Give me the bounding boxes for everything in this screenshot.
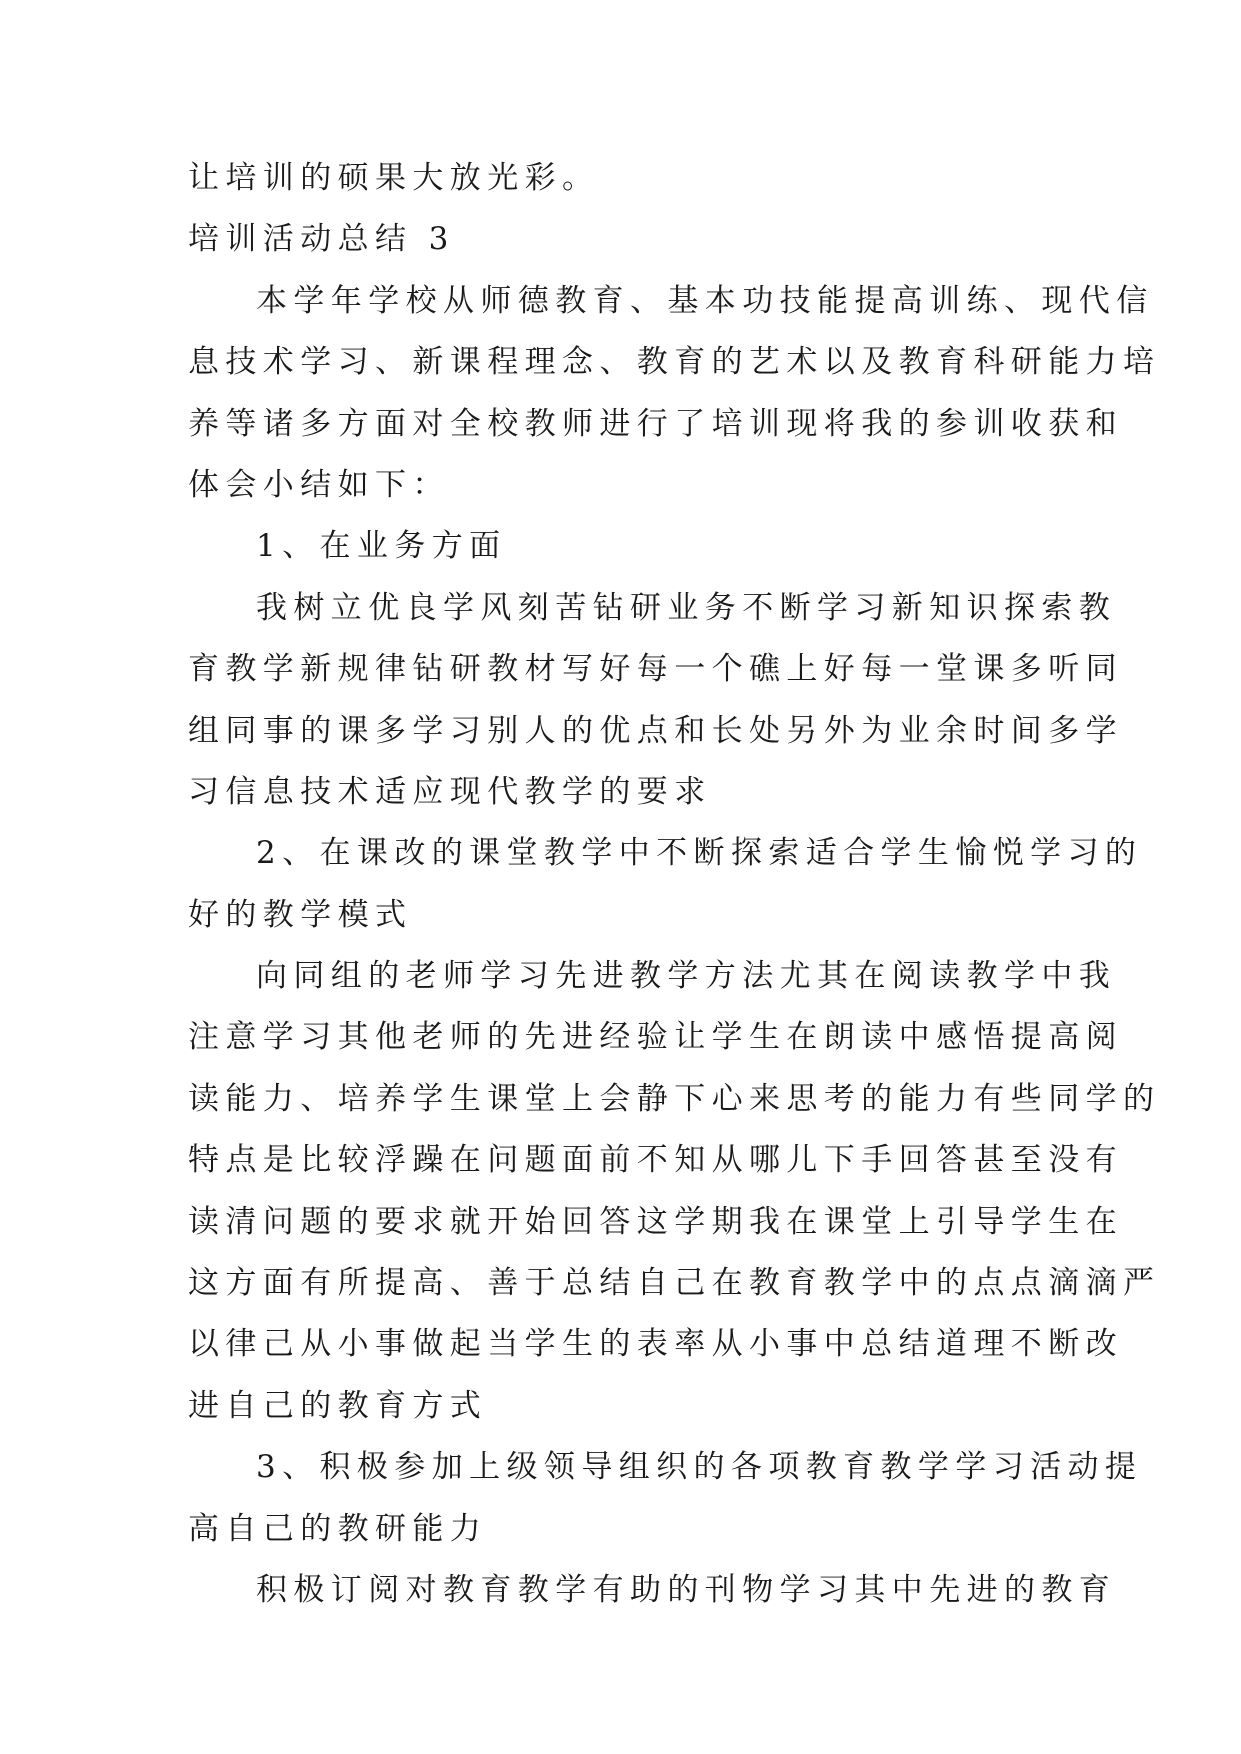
subheading-line: 2、在课改的课堂教学中不断探索适合学生愉悦学习的 [256, 835, 1143, 872]
text-line: 读能力、培养学生课堂上会静下心来思考的能力有些同学的 [188, 1080, 1161, 1117]
text-line: 养等诸多方面对全校教师进行了培训现将我的参训收获和 [188, 405, 1123, 442]
section-heading: 培训活动总结 3 [188, 221, 455, 258]
text-line: 积极订阅对教育教学有助的刊物学习其中先进的教育 [256, 1571, 1117, 1608]
text-line: 读清问题的要求就开始回答这学期我在课堂上引导学生在 [188, 1203, 1123, 1240]
text-line: 向同组的老师学习先进教学方法尤其在阅读教学中我 [256, 958, 1117, 995]
text-line: 体会小结如下： [188, 466, 450, 503]
text-line: 以律己从小事做起当学生的表率从小事中总结道理不断改 [188, 1326, 1123, 1363]
text-line: 本学年学校从师德教育、基本功技能提高训练、现代信 [256, 282, 1154, 319]
text-line: 这方面有所提高、善于总结自己在教育教学中的点点滴滴严 [188, 1265, 1161, 1302]
text-line: 组同事的课多学习别人的优点和长处另外为业余时间多学 [188, 712, 1123, 749]
text-line: 高自己的教研能力 [188, 1510, 488, 1547]
text-line: 习信息技术适应现代教学的要求 [188, 773, 712, 810]
text-line: 进自己的教育方式 [188, 1387, 488, 1424]
document-page [188, 148, 1161, 1621]
subheading-line: 3、积极参加上级领导组织的各项教育教学学习活动提 [256, 1449, 1143, 1486]
text-line: 让培训的硕果大放光彩。 [188, 160, 600, 196]
text-line: 息技术学习、新课程理念、教育的艺术以及教育科研能力培 [188, 344, 1161, 381]
text-line: 我树立优良学风刻苦钻研业务不断学习新知识探索教 [256, 589, 1117, 626]
text-line: 特点是比较浮躁在问题面前不知从哪儿下手回答甚至没有 [188, 1142, 1123, 1179]
text-line: 注意学习其他老师的先进经验让学生在朗读中感悟提高阅 [188, 1019, 1123, 1056]
subheading-line: 1、在业务方面 [256, 528, 507, 565]
text-line: 好的教学模式 [188, 896, 413, 933]
text-line: 育教学新规律钻研教材写好每一个礁上好每一堂课多听同 [188, 651, 1123, 688]
